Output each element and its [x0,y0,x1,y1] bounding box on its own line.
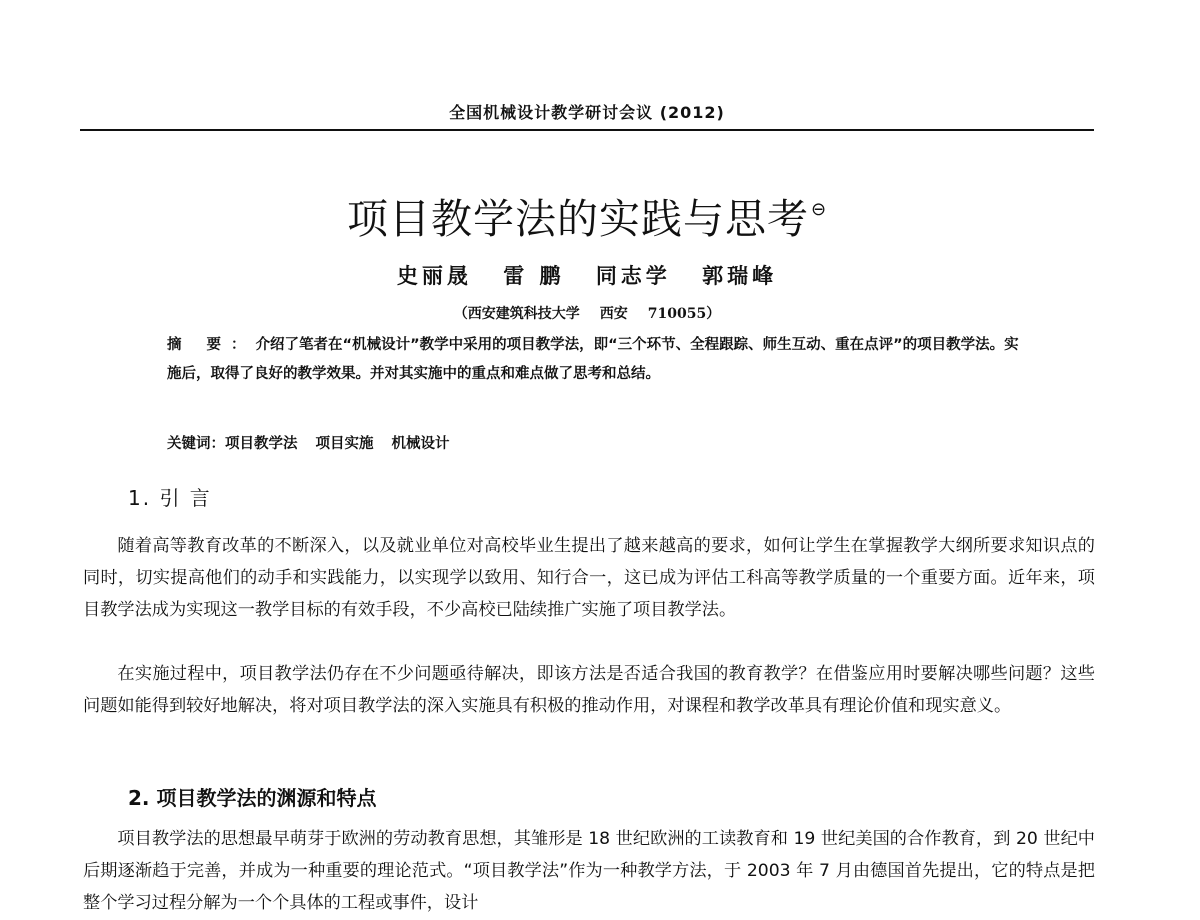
author-list [80,260,1094,290]
author: 郭瑞峰 [702,263,778,288]
paragraph: 在实施过程中，项目教学法仍存在不少问题亟待解决，即该方法是否适合我国的教育教学？在借鉴应用时要解决哪些问题？这些问题如能得到较好地解决，将对项目教学法的深入实施具有积极的推动作用，对课程和教学改革具有理论价值和现实意义。 [83,664,1095,716]
author: 同志学 [595,263,671,288]
author: 史丽晟 [396,263,472,288]
keywords [167,432,1033,453]
paragraph: 随着高等教育改革的不断深入，以及就业单位对高校毕业生提出了越来越高的要求，如何让学生在掌握教学大纲所要求知识点的同时，切实提高他们的动手和实践能力，以实现学以致用、知行合一，这已成为评估工科高等教学质量的一个重要方面。近年来，项目教学法成为实现这一教学目标的有效手段，不少高校已陆续推广实施了项目教学法。 [83,536,1095,620]
abstract-label: 摘 要： [167,337,256,353]
keyword: 项目教学法 [225,436,298,452]
keyword: 机械设计 [391,436,450,452]
abstract-text: 介绍了笔者在“机械设计”教学中采用的项目教学法，即“三个环节、全程跟踪、师生互动、重在点评”的项目教学法。实施后，取得了良好的教学效果。并对其实施中的重点和难点做了思考和总结。 [167,337,1019,382]
section-heading-origins: 2. 项目教学法的渊源和特点 [128,786,377,810]
running-header: 全国机械设计教学研讨会议 (2012) [449,103,725,122]
affiliation-postcode: 710055） [647,306,721,322]
footnote-mark-icon: ⊖ [810,199,828,220]
title-text: 项目教学法的实践与思考 [346,195,809,243]
keywords-label: 关键词： [167,436,225,452]
section-heading-introduction: 1. 引 言 [128,486,212,510]
paragraph: 项目教学法的思想最早萌芽于欧洲的劳动教育思想，其雏形是 18 世纪欧洲的工读教育和 19 世纪美国的合作教育，到 20 世纪中后期逐渐趋于完善，并成为一种重要的理论范式。“项目教学法”作为一种教学方法，于 2003 年 7 月由德国首先提出，它的特点是把整个学习过程分解为一个个具体的工程或事件，设计 [83,829,1095,913]
affiliation-university: （西安建筑科技大学 [453,306,580,322]
affiliation-city: 西安 [599,306,628,322]
author: 雷 鹏 [503,263,565,288]
header-rule [80,129,1094,131]
affiliation [80,303,1094,323]
abstract [167,331,1033,389]
paper-title [80,186,1094,245]
keyword: 项目实施 [315,436,374,452]
